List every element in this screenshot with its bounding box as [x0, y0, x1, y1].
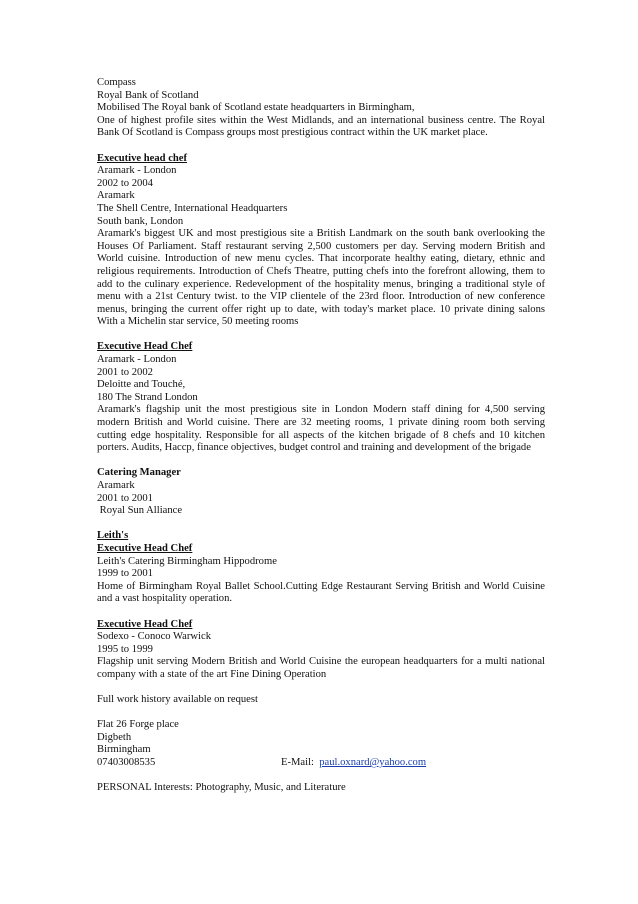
- job2-description: Aramark's flagship unit the most prestigious site in London Modern staff dining for 4,500 serving modern British and World cuisine. There are 32 meeting rooms, 1 private dining room both serving cutting edge hospitality. Responsible for all aspects of the kitchen brigade of 8 chefs and 10 kitchen porters. Audits, Haccp, finance objectives, budget control and training and development of the brigade: [97, 404, 545, 454]
- job3-client: [97, 505, 545, 518]
- job1-dates: 2002 to 2004: [97, 177, 153, 189]
- job4-employer-heading: Leith's: [97, 530, 129, 542]
- intro-company: Compass: [97, 77, 136, 88]
- job1-employer: Aramark: [97, 190, 135, 202]
- job2-title: Executive Head Chef: [97, 341, 193, 353]
- address-line-1: Flat 26 Forge place: [97, 719, 179, 731]
- address-line-3: Birmingham: [97, 744, 151, 756]
- history-note: Full work history available on request: [97, 694, 258, 706]
- job1-site: The Shell Centre, International Headquarters: [97, 202, 288, 214]
- job3-title: Catering Manager: [97, 467, 181, 479]
- job3-company: Aramark: [97, 480, 135, 491]
- job2-company: Aramark - London: [97, 354, 177, 366]
- job1-title: Executive head chef: [97, 152, 188, 164]
- address-line-2: Digbeth: [97, 731, 132, 743]
- intro-description: One of highest profile sites within the West Midlands, and an international business centre. The Royal Bank Of Scotland is Compass groups most prestigious contract within the UK market place.: [97, 114, 545, 139]
- cv-page: [97, 77, 545, 795]
- email-link[interactable]: paul.oxnard@yahoo.com: [319, 757, 427, 769]
- job5-description: Flagship unit serving Modern British and World Cuisine the european headquarters for a multi national company with a state of the art Fine Dining Operation: [97, 656, 545, 680]
- intro-summary: Mobilised The Royal bank of Scotland estate headquarters in Birmingham,: [97, 102, 415, 114]
- phone-number: 07403008535: [97, 757, 156, 769]
- job4-title: Executive Head Chef: [97, 542, 193, 554]
- job5-company: Sodexo - Conoco Warwick: [97, 631, 211, 643]
- job2-client: Deloitte and Touché,: [97, 379, 186, 391]
- job5-title: Executive Head Chef: [97, 618, 193, 630]
- job1-description: Aramark's biggest UK and most prestigious site a British Landmark on the south bank overlooking the Houses Of Parliament. Staff restaurant serving 2,500 customers per day. Serving modern British and World cuisine. Introduction of new menu cycles. That incorporate healthy eating, dietary, ethnic and religious requirements. Introduction of Chefs Theatre, putting chefs into the forefront allowing, them to add to the culinary experience. Redevelopment of the hospitality menus, bringing a traditional style of menu with a 21st Century twist. to the VIP clientele of the 23rd floor. Introduction of new conference menus, bringing the current offer right up to date, with today's market place. 10 private dining salons With a Michelin star service, 50 meeting rooms: [97, 228, 545, 328]
- job2-dates: 2001 to 2002: [97, 366, 153, 378]
- job3-client-text: Royal Sun Alliance: [99, 505, 183, 517]
- job1-location: South bank, London: [97, 215, 184, 227]
- personal-interests: PERSONAL Interests: Photography, Music, and Literature: [97, 782, 346, 794]
- job2-address: 180 The Strand London: [97, 391, 198, 403]
- job3-dates: 2001 to 2001: [97, 492, 153, 504]
- job5-dates: 1995 to 1999: [97, 643, 153, 655]
- job4-site: Leith's Catering Birmingham Hippodrome: [97, 555, 277, 567]
- intro-client: Royal Bank of Scotland: [97, 89, 199, 101]
- contact-row: [97, 757, 545, 770]
- email-field: [281, 757, 426, 770]
- job4-dates: 1999 to 2001: [97, 568, 153, 580]
- job4-description: Home of Birmingham Royal Ballet School.Cutting Edge Restaurant Serving British and World Cuisine and a vast hospitality operation.: [97, 580, 545, 605]
- email-label: E-Mail:: [281, 757, 314, 769]
- job1-company: Aramark - London: [97, 165, 177, 177]
